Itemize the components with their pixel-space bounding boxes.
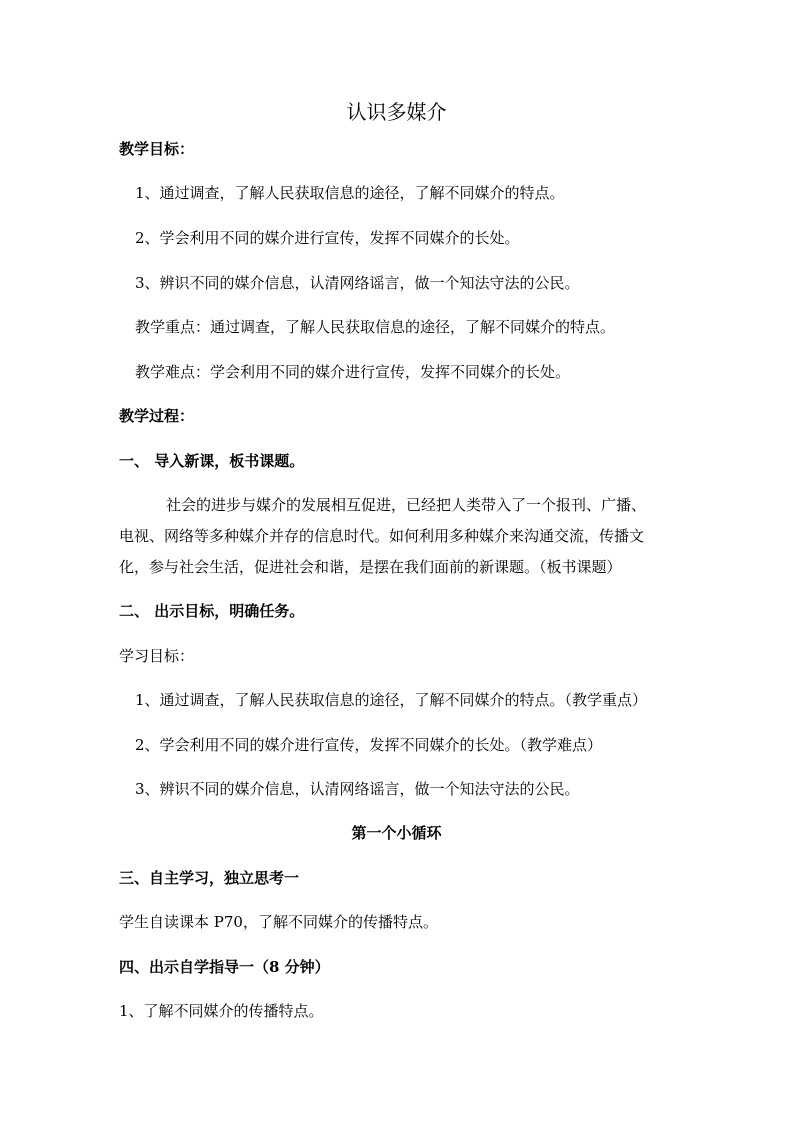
section1-heading: 一、 导入新课，板书课题。 — [119, 452, 305, 470]
section3-heading: 三、自主学习，独立思考一 — [119, 869, 300, 887]
section4-item-1: 1、了解不同媒介的传播特点。 — [119, 1002, 324, 1020]
learning-goals-label: 学习目标： — [119, 647, 195, 665]
learning-goal-item-1: 1、通过调查，了解人民获取信息的途径，了解不同媒介的特点。（教学重点） — [135, 691, 648, 709]
goals-heading: 教学目标： — [119, 140, 195, 158]
process-heading: 教学过程： — [119, 407, 195, 425]
goal-item-2: 2、学会利用不同的媒介进行宣传，发挥不同媒介的长处。 — [135, 229, 520, 247]
key-point: 教学重点：通过调查，了解人民获取信息的途径，了解不同媒介的特点。 — [135, 318, 616, 336]
document-title: 认识多媒介 — [346, 100, 447, 124]
learning-goal-item-3: 3、辨识不同的媒介信息，认清网络谣言，做一个知法守法的公民。 — [135, 780, 580, 798]
section1-paragraph-line-2: 电视、网络等多种媒介并存的信息时代。如何利用多种媒介来沟通交流，传播文 — [119, 527, 645, 545]
section4-heading: 四、出示自学指导一（8 分钟） — [119, 958, 330, 976]
learning-goal-item-2: 2、学会利用不同的媒介进行宣传，发挥不同媒介的长处。（教学难点） — [135, 736, 603, 754]
section1-paragraph-line-1: 社会的进步与媒介的发展相互促进，已经把人类带入了一个报刊、广播、 — [166, 496, 647, 514]
goal-item-1: 1、通过调查，了解人民获取信息的途径，了解不同媒介的特点。 — [135, 184, 565, 202]
section1-paragraph-line-3: 化，参与社会生活，促进社会和谐，是摆在我们面前的新课题。（板书课题） — [119, 558, 622, 576]
section3-text: 学生自读课本 P70，了解不同媒介的传播特点。 — [119, 913, 438, 931]
cycle-heading: 第一个小循环 — [351, 824, 442, 842]
difficult-point: 教学难点：学会利用不同的媒介进行宣传，发挥不同媒介的长处。 — [135, 363, 571, 381]
section2-heading: 二、 出示目标，明确任务。 — [119, 602, 305, 620]
goal-item-3: 3、辨识不同的媒介信息，认清网络谣言，做一个知法守法的公民。 — [135, 274, 580, 292]
